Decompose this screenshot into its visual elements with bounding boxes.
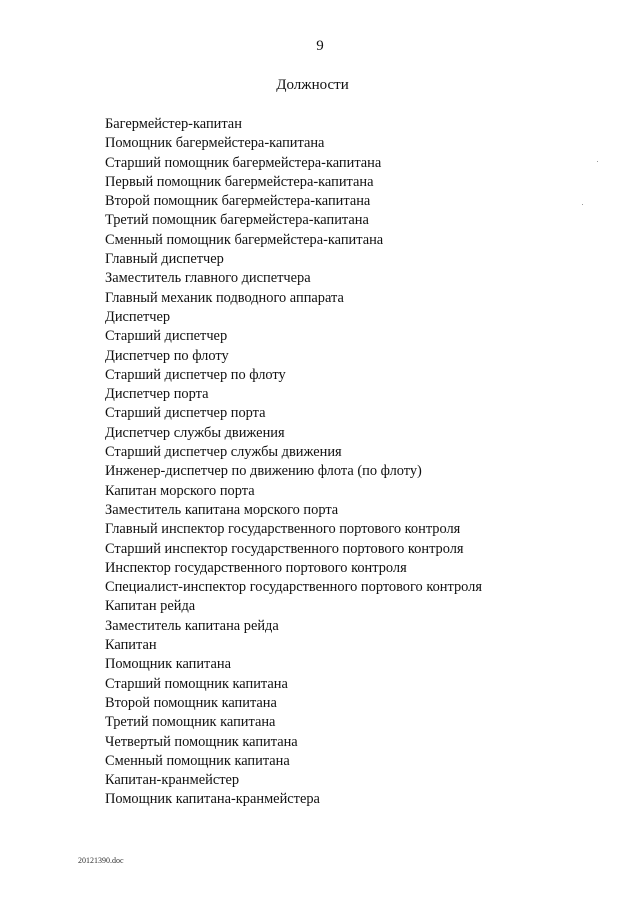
position-item: Инспектор государственного портового контроля xyxy=(105,559,407,576)
page-number: 9 xyxy=(316,38,324,54)
position-item: Капитан xyxy=(105,637,157,654)
position-item: Диспетчер xyxy=(105,308,171,325)
footer-document-name: 20121390.doc xyxy=(78,856,124,865)
position-item: Заместитель капитана рейда xyxy=(105,617,279,634)
position-item: Помощник багермейстера-капитана xyxy=(105,135,325,152)
position-item: Диспетчер службы движения xyxy=(105,424,285,441)
position-item: Второй помощник багермейстера-капитана xyxy=(105,193,371,210)
scan-speck xyxy=(597,161,598,162)
position-item: Старший диспетчер по флоту xyxy=(105,366,286,383)
position-item: Старший помощник капитана xyxy=(105,675,288,692)
position-item: Заместитель главного диспетчера xyxy=(105,270,311,287)
position-item: Диспетчер порта xyxy=(105,386,209,403)
position-item: Первый помощник багермейстера-капитана xyxy=(105,173,374,190)
position-item: Старший помощник багермейстера-капитана xyxy=(105,154,382,171)
scan-speck xyxy=(582,204,583,205)
position-item: Старший диспетчер порта xyxy=(105,405,266,422)
position-item: Сменный помощник капитана xyxy=(105,752,290,769)
positions-list xyxy=(105,115,482,810)
position-item: Диспетчер по флоту xyxy=(105,347,229,364)
position-item: Помощник капитана-кранмейстера xyxy=(105,791,320,808)
position-item: Третий помощник багермейстера-капитана xyxy=(105,212,369,229)
position-item: Сменный помощник багермейстера-капитана xyxy=(105,231,384,248)
position-item: Главный диспетчер xyxy=(105,251,224,268)
position-item: Капитан-кранмейстер xyxy=(105,772,240,789)
position-item: Старший диспетчер xyxy=(105,328,228,345)
position-item: Капитан морского порта xyxy=(105,482,255,499)
position-item: Главный инспектор государственного портового контроля xyxy=(105,521,461,538)
document-title: Должности xyxy=(276,77,349,93)
position-item: Старший диспетчер службы движения xyxy=(105,444,342,461)
position-item: Заместитель капитана морского порта xyxy=(105,501,339,518)
position-item: Капитан рейда xyxy=(105,598,196,615)
position-item: Инженер-диспетчер по движению флота (по флоту) xyxy=(105,463,422,480)
position-item: Старший инспектор государственного портового контроля xyxy=(105,540,464,557)
position-item: Специалист-инспектор государственного портового контроля xyxy=(105,579,482,596)
position-item: Третий помощник капитана xyxy=(105,714,276,731)
position-item: Главный механик подводного аппарата xyxy=(105,289,344,306)
position-item: Второй помощник капитана xyxy=(105,694,277,711)
position-item: Четвертый помощник капитана xyxy=(105,733,298,750)
position-item: Помощник капитана xyxy=(105,656,232,673)
position-item: Багермейстер-капитан xyxy=(105,116,242,132)
